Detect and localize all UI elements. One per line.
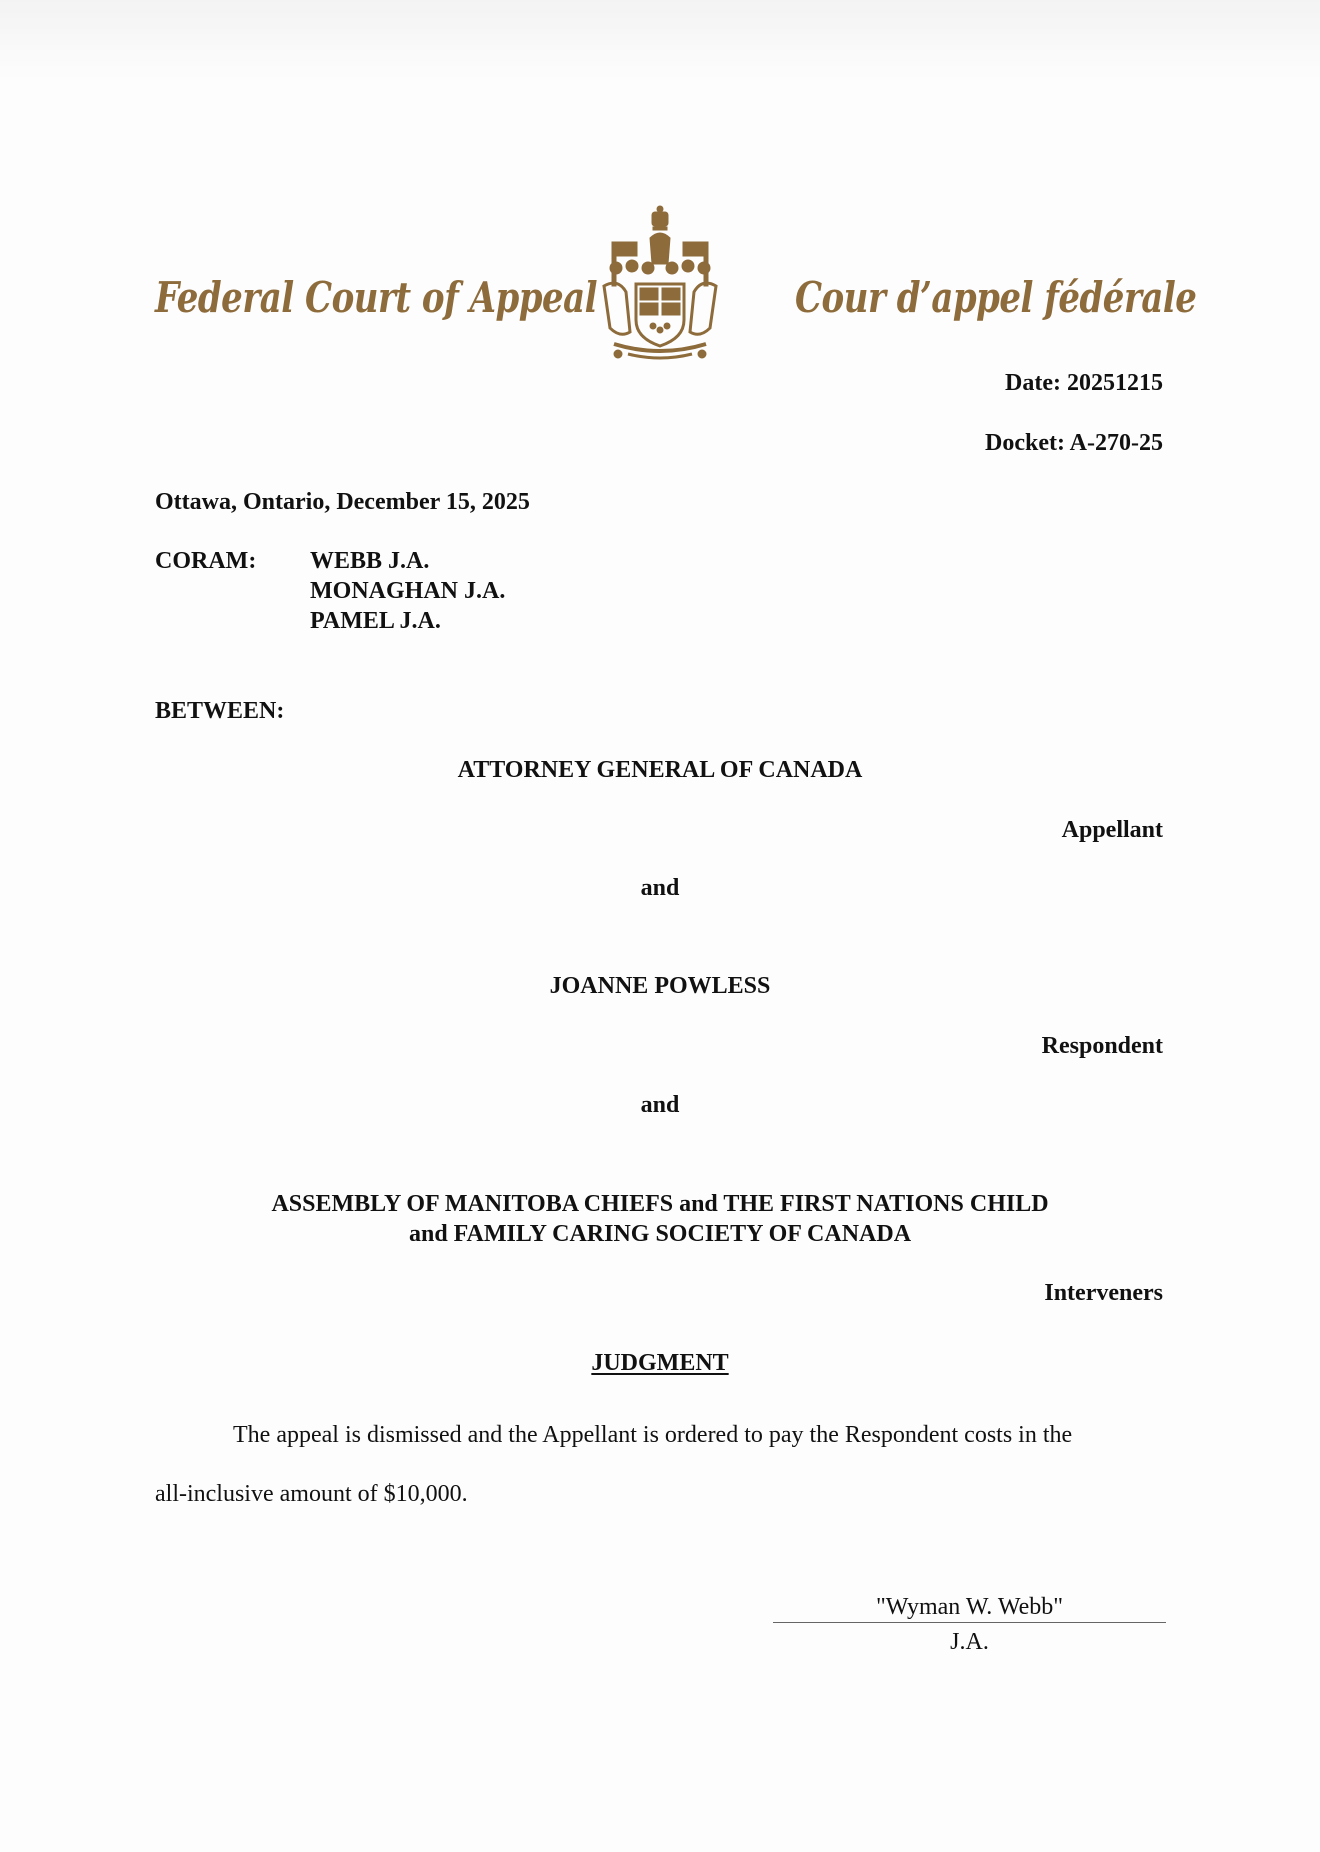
between-label: BETWEEN: <box>155 698 285 724</box>
party-role-appellant: Appellant <box>1061 817 1163 843</box>
judge-name: MONAGHAN J.A. <box>310 578 506 604</box>
signature-name: "Wyman W. Webb" <box>875 1594 1064 1620</box>
judge-name: WEBB J.A. <box>310 548 430 574</box>
and-separator: and <box>640 1092 680 1118</box>
page-shadow <box>0 0 1320 80</box>
docket-number: Docket: A-270-25 <box>985 430 1163 456</box>
court-name-english: Federal Court of Appeal <box>155 273 598 323</box>
party-name-respondent: JOANNE POWLESS <box>549 973 771 999</box>
decision-date: Date: 20251215 <box>1005 370 1163 396</box>
court-name-french: Cour d’appel fédérale <box>795 273 1197 323</box>
party-name-appellant: ATTORNEY GENERAL OF CANADA <box>457 757 863 783</box>
judge-name: PAMEL J.A. <box>310 608 441 634</box>
judgment-heading: JUDGMENT <box>591 1350 729 1376</box>
party-role-respondent: Respondent <box>1041 1033 1163 1059</box>
judgment-text-line: all-inclusive amount of $10,000. <box>155 1481 468 1507</box>
and-separator: and <box>640 875 680 901</box>
party-name-interveners: ASSEMBLY OF MANITOBA CHIEFS and THE FIRST NATIONS CHILD <box>271 1191 1049 1217</box>
signature-title: J.A. <box>950 1629 989 1655</box>
place-date: Ottawa, Ontario, December 15, 2025 <box>155 489 530 515</box>
party-name-interveners: and FAMILY CARING SOCIETY OF CANADA <box>408 1221 912 1247</box>
coram-label: CORAM: <box>155 548 257 574</box>
judgment-text-line: The appeal is dismissed and the Appellant is ordered to pay the Respondent costs in the <box>233 1422 1073 1448</box>
party-role-interveners: Interveners <box>1044 1280 1163 1306</box>
coat-of-arms-icon <box>598 204 722 362</box>
signature-line <box>773 1622 1166 1623</box>
